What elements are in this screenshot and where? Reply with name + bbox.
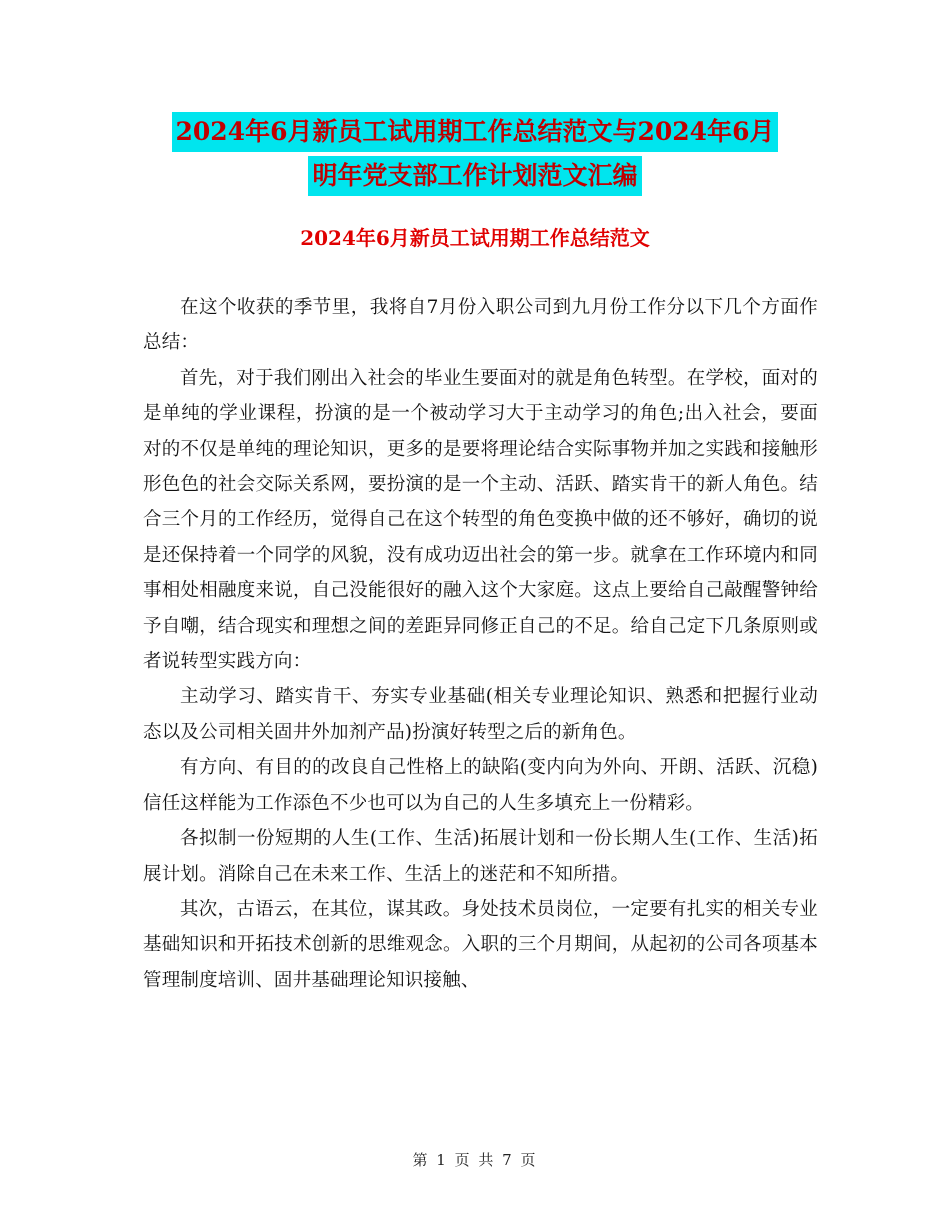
document-title <box>130 112 820 200</box>
paragraph: 在这个收获的季节里，我将自7月份入职公司到九月份工作分以下几个方面作总结： <box>143 297 818 354</box>
document-body <box>143 290 818 998</box>
paragraph: 首先，对于我们刚出入社会的毕业生要面对的就是角色转型。在学校，面对的是单纯的学业课程，扮演的是一个被动学习大于主动学习的角色;出入社会，要面对的不仅是单纯的理论知识，更多的是要将理论结合实际事物并加之实践和接触形形色色的社会交际关系网，要扮演的是一个主动、活跃、踏实肯干的新人角色。结合三个月的工作经历，觉得自己在这个转型的角色变换中做的还不够好，确切的说是还保持着一个同学的风貌，没有成功迈出社会的第一步。就拿在工作环境内和同事相处相融度来说，自己没能很好的融入这个大家庭。这点上要给自己敲醒警钟给予自嘲，结合现实和理想之间的差距异同修正自己的不足。给自己定下几条原则或者说转型实践方向： <box>143 367 818 673</box>
page-footer: 第 1 页 共 7 页 <box>412 1151 538 1169</box>
paragraph: 有方向、有目的的改良自己性格上的缺陷(变内向为外向、开朗、活跃、沉稳)信任这样能为工作添色不少也可以为自己的人生多填充上一份精彩。 <box>143 757 818 814</box>
paragraph: 主动学习、踏实肯干、夯实专业基础(相关专业理论知识、熟悉和把握行业动态以及公司相关固井外加剂产品)扮演好转型之后的新角色。 <box>143 686 818 743</box>
paragraph: 其次，古语云，在其位，谋其政。身处技术员岗位，一定要有扎实的相关专业基础知识和开拓技术创新的思维观念。入职的三个月期间，从起初的公司各项基本管理制度培训、固井基础理论知识接触、 <box>143 898 818 991</box>
section-title: 2024年6月新员工试用期工作总结范文 <box>300 226 650 250</box>
title-line-2: 明年党支部工作计划范文汇编 <box>308 156 641 196</box>
paragraph: 各拟制一份短期的人生(工作、生活)拓展计划和一份长期人生(工作、生活)拓展计划。消除自己在未来工作、生活上的迷茫和不知所措。 <box>143 828 818 885</box>
title-line-1: 2024年6月新员工试用期工作总结范文与2024年6月 <box>172 112 779 152</box>
